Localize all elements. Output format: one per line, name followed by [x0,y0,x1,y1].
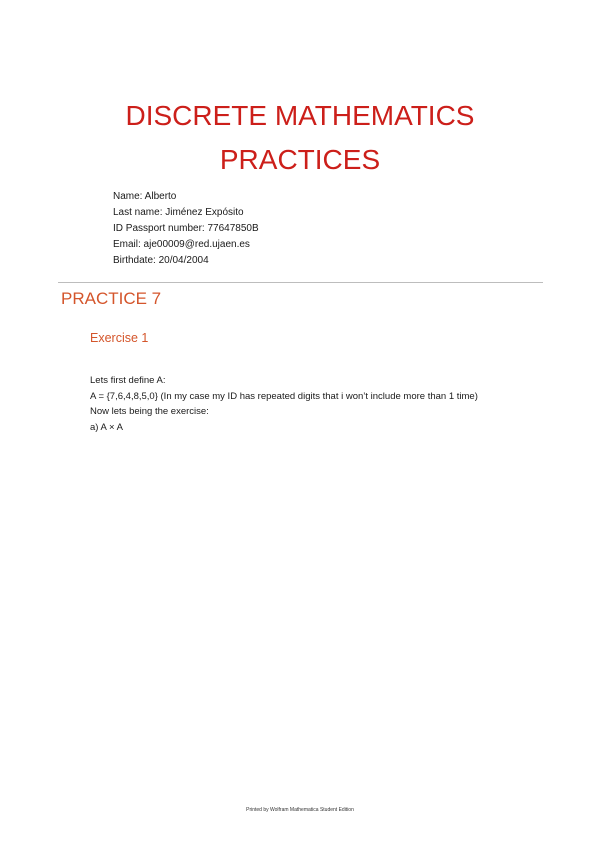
page-footer: Printed by Wolfram Mathematica Student Edition [246,807,354,813]
student-info [113,189,259,269]
student-name: Name: Alberto [113,191,177,202]
exercise-line: a) A × A [90,421,124,433]
exercise-line: A = {7,6,4,8,5,0} (In my case my ID has repeated digits that i won’t include more than 1 time) [90,390,478,402]
exercise-line: Lets first define A: [90,375,166,386]
student-email: Email: aje00009@red.ujaen.es [113,239,250,250]
section-divider [58,282,543,283]
practice-heading: PRACTICE 7 [61,289,162,308]
document-title-line-1: DISCRETE MATHEMATICS [125,100,475,131]
document-title-line-2: PRACTICES [219,144,381,175]
exercise-body [90,373,478,435]
exercise-heading: Exercise 1 [90,331,149,345]
student-id-passport: ID Passport number: 77647850B [113,223,259,234]
student-last-name: Last name: Jiménez Expósito [113,207,244,218]
exercise-line: Now lets being the exercise: [90,406,209,417]
student-birthdate: Birthdate: 20/04/2004 [113,255,209,266]
